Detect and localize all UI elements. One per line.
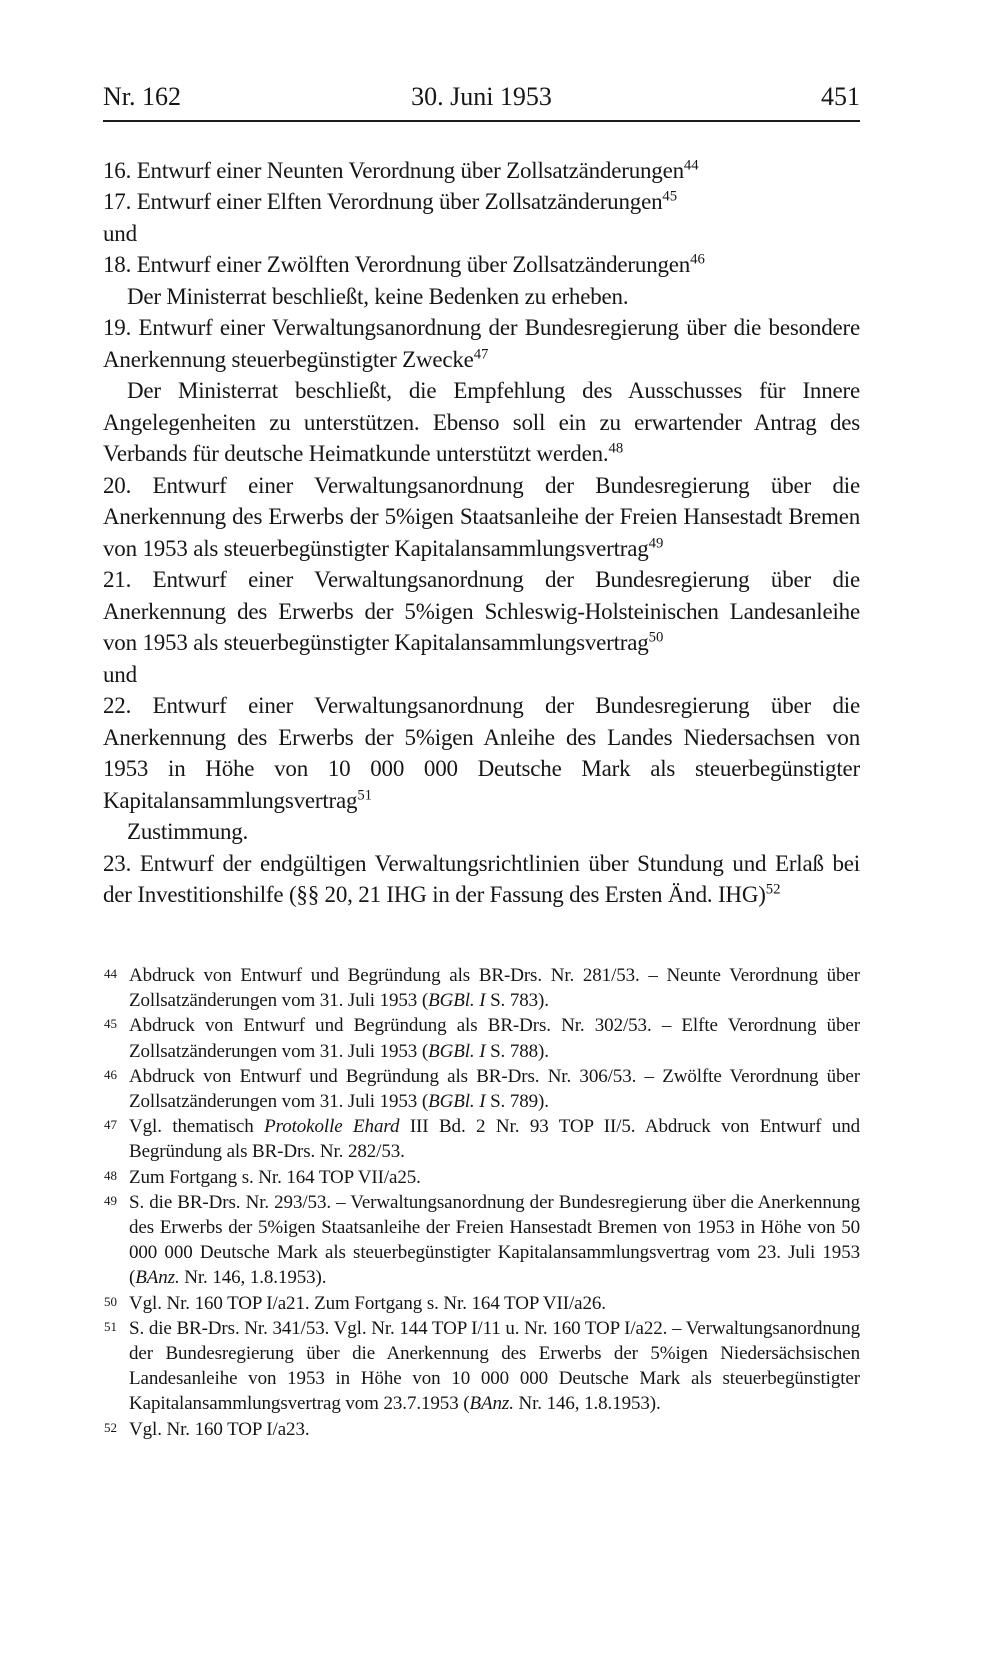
footnote-text: Vgl. thematisch Protokolle Ehard III Bd. 2 Nr. 93 TOP II/5. Abdruck von Entwurf und Begründung als BR-Drs. Nr. 282/53. (129, 1116, 860, 1163)
footnote-number: 48 (104, 1167, 117, 1183)
agenda-paragraph (103, 249, 860, 281)
footnote-text: S. die BR-Drs. Nr. 293/53. – Verwaltungsanordnung der Bundesregierung über die Anerkennung des Erwerbs der 5%igen Staatsanleihe der Freien Hansestadt Bremen von 1953 in Höhe von 50 000 000 Deutsche Mark als steuerbegünstigter Kapitalansammlungsvertrag vom 23. Juli 1953 (BAnz. Nr. 146, 1.8.1953). (129, 1191, 860, 1289)
paragraph-text: 21. Entwurf einer Verwaltungsanordnung der Bundesregierung über die Anerkennung des Erwerbs der 5%igen Schleswig-Holsteinischen Landesanleihe von 1953 als steuerbegünstigter Kapitalansammlungsvertrag (103, 567, 860, 656)
header-date: 30. Juni 1953 (411, 82, 552, 111)
footnote (103, 1165, 860, 1190)
footnote (103, 1316, 860, 1417)
footnote-ref: 50 (648, 629, 664, 646)
agenda-paragraph (103, 470, 860, 565)
agenda-paragraph (103, 186, 860, 218)
footnote-ref: 51 (357, 787, 373, 804)
footnote-ref: 49 (648, 535, 664, 552)
header-page-number: 451 (821, 82, 860, 111)
footnote-number: 46 (104, 1066, 117, 1082)
paragraph-text: 22. Entwurf einer Verwaltungsanordnung der Bundesregierung über die Anerkennung des Erwerbs der 5%igen Anleihe des Landes Niedersachsen von 1953 in Höhe von 10 000 000 Deutsche Mark als steuerbegünstigter Kapitalansammlungsvertrag (103, 693, 860, 813)
agenda-paragraph (103, 564, 860, 659)
footnote (103, 1064, 860, 1114)
header-doc-number: Nr. 162 (103, 82, 181, 111)
footnote-ref: 44 (683, 157, 699, 174)
footnote-ref: 52 (765, 881, 781, 898)
footnote-text: Abdruck von Entwurf und Begründung als BR-Drs. Nr. 306/53. – Zwölfte Verordnung über Zollsatzänderungen vom 31. Juli 1953 (BGBl. I S. 789). (129, 1065, 860, 1112)
paragraph-text: Der Ministerrat beschließt, die Empfehlung des Ausschusses für Innere Angelegenheiten zu unterstützen. Ebenso soll ein zu erwartender Antrag des Verbands für deutsche Heimatkunde unterstützt werden. (103, 378, 860, 467)
paragraph-text: 23. Entwurf der endgültigen Verwaltungsrichtlinien über Stundung und Erlaß bei der Investitionshilfe (§§ 20, 21 IHG in der Fassung des Ersten Änd. IHG) (103, 850, 860, 908)
paragraph-text: und (103, 220, 137, 246)
footnote-number: 49 (104, 1192, 117, 1208)
footnote-ref: 45 (662, 188, 678, 205)
footnote (103, 1417, 860, 1442)
footnote-number: 50 (104, 1293, 117, 1309)
footnote (103, 1190, 860, 1291)
agenda-paragraph (103, 312, 860, 375)
footnote-ref: 46 (690, 251, 705, 268)
footnote-ref: 48 (608, 440, 624, 457)
agenda-paragraph (103, 659, 860, 691)
paragraph-text: Der Ministerrat beschließt, keine Bedenken zu erheben. (127, 283, 629, 309)
footnote-text: Abdruck von Entwurf und Begründung als BR-Drs. Nr. 281/53. – Neunte Verordnung über Zollsatzänderungen vom 31. Juli 1953 (BGBl. I S. 783). (129, 964, 860, 1012)
paragraph-text: Zustimmung. (127, 819, 249, 845)
footnote-number: 47 (104, 1117, 117, 1133)
paragraph-text: 18. Entwurf einer Zwölften Verordnung über Zollsatzänderungen (103, 252, 691, 278)
agenda-paragraph (103, 816, 860, 848)
agenda-paragraph (103, 155, 860, 187)
footnote-number: 45 (104, 1016, 117, 1032)
agenda-paragraph (103, 375, 860, 470)
footnote-text: Vgl. Nr. 160 TOP I/a23. (129, 1418, 310, 1440)
footnote (103, 1291, 860, 1316)
agenda-body (103, 155, 860, 911)
footnote-number: 51 (104, 1318, 117, 1334)
footnotes-section (103, 963, 860, 1442)
footnote-number: 52 (104, 1419, 117, 1435)
running-head (103, 82, 860, 122)
paragraph-text: 17. Entwurf einer Elften Verordnung über Zollsatzänderungen (103, 189, 663, 215)
footnote-ref: 47 (473, 346, 489, 363)
agenda-paragraph (103, 848, 860, 911)
footnote-number: 44 (104, 965, 117, 981)
agenda-paragraph (103, 218, 860, 250)
footnote (103, 1013, 860, 1063)
agenda-paragraph (103, 281, 860, 313)
footnote (103, 1114, 860, 1164)
paragraph-text: 16. Entwurf einer Neunten Verordnung über Zollsatzänderungen (103, 157, 684, 183)
paragraph-text: und (103, 661, 137, 687)
footnote (103, 963, 860, 1013)
paragraph-text: 20. Entwurf einer Verwaltungsanordnung der Bundesregierung über die Anerkennung des Erwerbs der 5%igen Staatsanleihe der Freien Hansestadt Bremen von 1953 als steuerbegünstigter Kapitalansammlungsvertrag (103, 472, 860, 561)
footnote-text: Abdruck von Entwurf und Begründung als BR-Drs. Nr. 302/53. – Elfte Verordnung über Zollsatzänderungen vom 31. Juli 1953 (BGBl. I S. 788). (129, 1015, 860, 1062)
footnote-text: Zum Fortgang s. Nr. 164 TOP VII/a25. (129, 1166, 421, 1188)
footnote-text: S. die BR-Drs. Nr. 341/53. Vgl. Nr. 144 TOP I/11 u. Nr. 160 TOP I/a22. – Verwaltungsanordnung der Bundesregierung über die Anerkennung des Erwerbs der 5%igen Niedersächsischen Landesanleihe von 1953 in Höhe von 10 000 000 Deutsche Mark als steuerbegünstigter Kapitalansammlungsvertrag vom 23.7.1953 (BAnz. Nr. 146, 1.8.1953). (129, 1317, 860, 1415)
agenda-paragraph (103, 690, 860, 816)
paragraph-text: 19. Entwurf einer Verwaltungsanordnung der Bundesregierung über die besondere Anerkennung steuerbegünstigter Zwecke (103, 315, 860, 372)
footnote-text: Vgl. Nr. 160 TOP I/a21. Zum Fortgang s. Nr. 164 TOP VII/a26. (129, 1292, 606, 1314)
